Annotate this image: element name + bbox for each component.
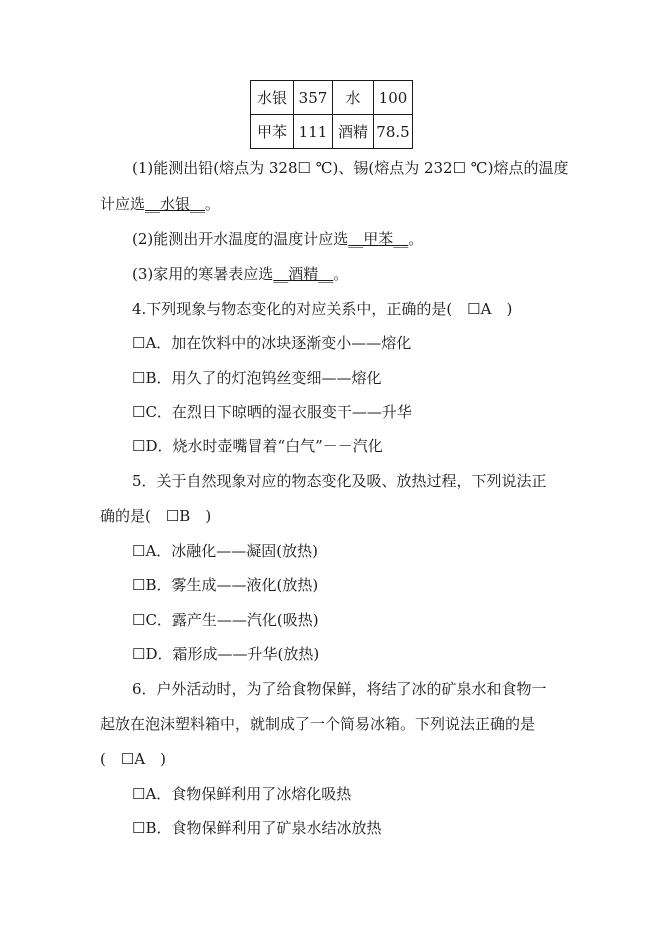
q3-part2 bbox=[132, 229, 423, 249]
q6-option-a: ☐A．食物保鲜利用了冰熔化吸热 bbox=[132, 785, 352, 803]
table-cell: 水银 bbox=[251, 81, 294, 115]
q4-option-b: ☐B．用久了的灯泡钨丝变细——熔化 bbox=[132, 369, 382, 387]
table-cell: 78.5 bbox=[374, 115, 413, 149]
q3-part2-prefix: (2)能测出开水温度的温度计应选 bbox=[132, 230, 349, 248]
q3-part1-prefix: 计应选 bbox=[100, 195, 146, 213]
q3-part1-end: 。 bbox=[205, 195, 221, 213]
q6-option-b: ☐B．食物保鲜利用了矿泉水结冰放热 bbox=[132, 819, 382, 837]
q6-stem-line3: ( ☐A ) bbox=[100, 750, 166, 768]
q6-stem-line2: 起放在泡沫塑料箱中，就制成了一个简易冰箱。下列说法正确的是 bbox=[100, 715, 536, 733]
q3-part3 bbox=[132, 264, 348, 284]
q5-option-c: ☐C．露产生——汽化(吸热) bbox=[132, 611, 319, 629]
q3-part1-line2 bbox=[100, 194, 220, 214]
q4-option-c: ☐C．在烈日下晾晒的湿衣服变干——升华 bbox=[132, 403, 412, 421]
table-cell: 100 bbox=[374, 81, 413, 115]
table-cell: 酒精 bbox=[333, 115, 374, 149]
q6-stem-line1: 6．户外活动时，为了给食物保鲜，将结了冰的矿泉水和食物一 bbox=[132, 680, 547, 698]
table-cell: 甲苯 bbox=[251, 115, 294, 149]
q3-part3-answer: __酒精__ bbox=[273, 265, 334, 283]
q5-option-d: ☐D．霜形成——升华(放热) bbox=[132, 645, 320, 663]
q5-option-b: ☐B．雾生成——液化(放热) bbox=[132, 576, 319, 594]
table-cell: 水 bbox=[333, 81, 374, 115]
q3-part1-line1: (1)能测出铅(熔点为 328☐ ℃)、锡(熔点为 232☐ ℃)熔点的温度 bbox=[132, 159, 569, 177]
table-row bbox=[251, 115, 413, 149]
table-cell: 111 bbox=[294, 115, 333, 149]
q3-part1-answer: __水银__ bbox=[145, 195, 206, 213]
table-row bbox=[251, 81, 413, 115]
q3-part2-end: 。 bbox=[408, 230, 424, 248]
q4-stem: 4.下列现象与物态变化的对应关系中，正确的是( ☐A ) bbox=[132, 300, 513, 318]
q3-part3-end: 。 bbox=[333, 265, 349, 283]
q3-part3-prefix: (3)家用的寒暑表应选 bbox=[132, 265, 274, 283]
q4-option-d: ☐D．烧水时壶嘴冒着“白气”－－汽化 bbox=[132, 437, 383, 455]
melting-boiling-table bbox=[250, 80, 413, 149]
q5-option-a: ☐A．冰融化——凝固(放热) bbox=[132, 542, 318, 560]
q5-stem-line1: 5．关于自然现象对应的物态变化及吸、放热过程，下列说法正 bbox=[132, 472, 547, 490]
table-cell: 357 bbox=[294, 81, 333, 115]
q5-stem-line2: 确的是( ☐B ) bbox=[100, 507, 212, 525]
q3-part2-answer: __甲苯__ bbox=[348, 230, 409, 248]
q4-option-a: ☐A．加在饮料中的冰块逐渐变小——熔化 bbox=[132, 334, 412, 352]
